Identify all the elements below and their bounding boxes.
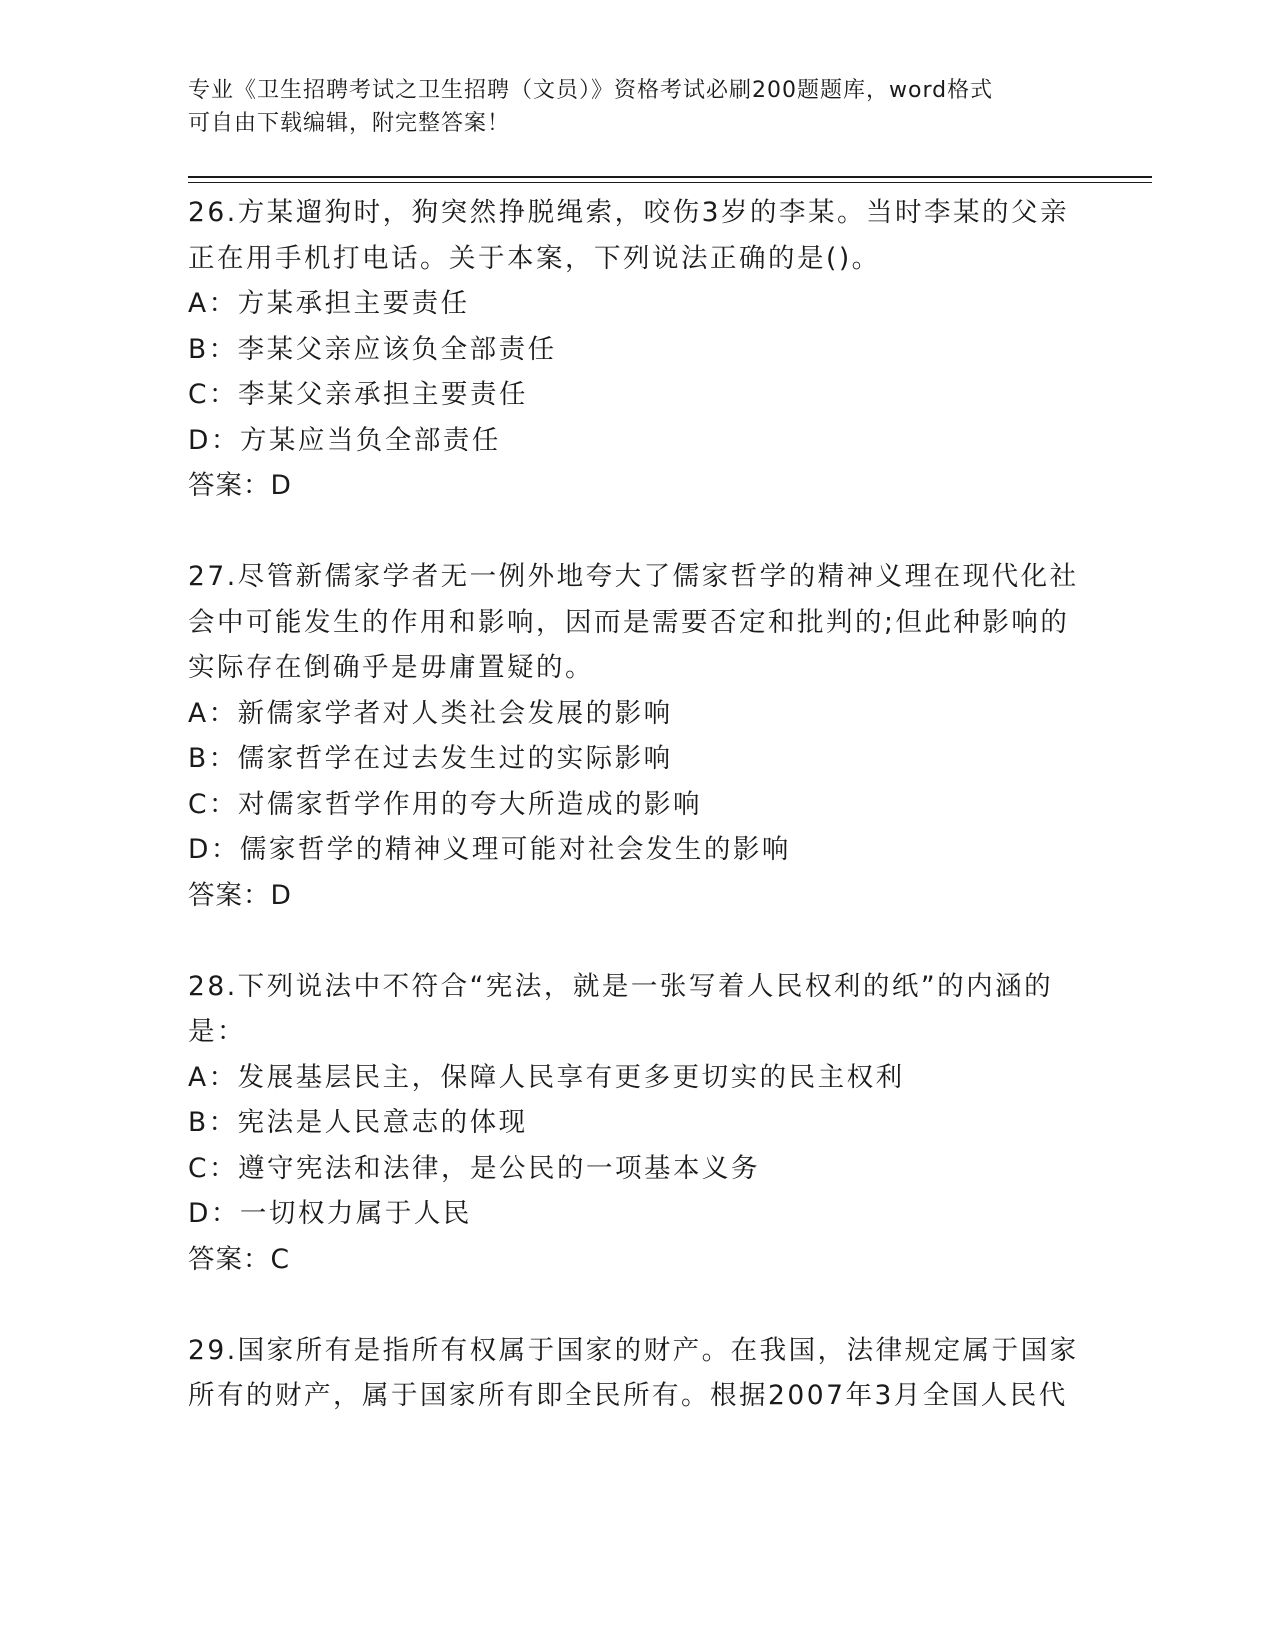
option-b: B：宪法是人民意志的体现	[188, 1107, 528, 1138]
question-28	[188, 964, 1088, 1283]
question-stem-line: 26.方某遛狗时，狗突然挣脱绳索，咬伤3岁的李某。当时李某的父亲	[188, 197, 1070, 228]
answer-line: 答案：D	[188, 879, 292, 911]
question-list	[188, 190, 1088, 1419]
question-stem-line: 27.尽管新儒家学者无一例外地夸大了儒家哲学的精神义理在现代化社	[188, 561, 1079, 592]
option-c: C：遵守宪法和法律，是公民的一项基本义务	[188, 1152, 761, 1184]
question-spacer	[188, 1282, 1088, 1328]
question-spacer	[188, 509, 1088, 555]
question-stem-line: 所有的财产，属于国家所有即全民所有。根据2007年3月全国人民代	[188, 1380, 1068, 1411]
question-stem-line: 28.下列说法中不符合“宪法，就是一张写着人民权利的纸”的内涵的	[188, 970, 1054, 1002]
question-stem-line: 实际存在倒确乎是毋庸置疑的。	[188, 652, 594, 683]
question-27	[188, 554, 1088, 918]
question-stem-line: 是：	[188, 1016, 246, 1047]
option-d: D：方某应当负全部责任	[188, 424, 501, 456]
option-a: A：方某承担主要责任	[188, 288, 470, 319]
document-header	[188, 74, 1068, 140]
option-b: B：儒家哲学在过去发生过的实际影响	[188, 743, 673, 774]
question-stem-line: 会中可能发生的作用和影响，因而是需要否定和批判的;但此种影响的	[188, 606, 1070, 638]
question-stem-line: 29.国家所有是指所有权属于国家的财产。在我国，法律规定属于国家	[188, 1334, 1079, 1366]
answer-line: 答案：D	[188, 470, 292, 501]
option-c: C：对儒家哲学作用的夸大所造成的影响	[188, 788, 703, 820]
option-b: B：李某父亲应该负全部责任	[188, 333, 557, 365]
header-title-line-2: 可自由下载编辑，附完整答案！	[188, 111, 511, 136]
header-divider-thick	[188, 176, 1152, 178]
option-d: D：一切权力属于人民	[188, 1198, 472, 1229]
question-26	[188, 190, 1088, 509]
option-c: C：李某父亲承担主要责任	[188, 379, 529, 410]
answer-line: 答案：C	[188, 1243, 291, 1275]
question-29	[188, 1328, 1088, 1419]
option-a: A：发展基层民主，保障人民享有更多更切实的民主权利	[188, 1061, 905, 1093]
option-a: A：新儒家学者对人类社会发展的影响	[188, 697, 673, 729]
header-divider-thin	[188, 182, 1152, 183]
header-title-line-1: 专业《卫生招聘考试之卫生招聘（文员）》资格考试必刷200题题库，word格式	[188, 78, 994, 103]
question-spacer	[188, 918, 1088, 964]
question-stem-line: 正在用手机打电话。关于本案，下列说法正确的是()。	[188, 242, 881, 274]
option-d: D：儒家哲学的精神义理可能对社会发生的影响	[188, 834, 791, 865]
